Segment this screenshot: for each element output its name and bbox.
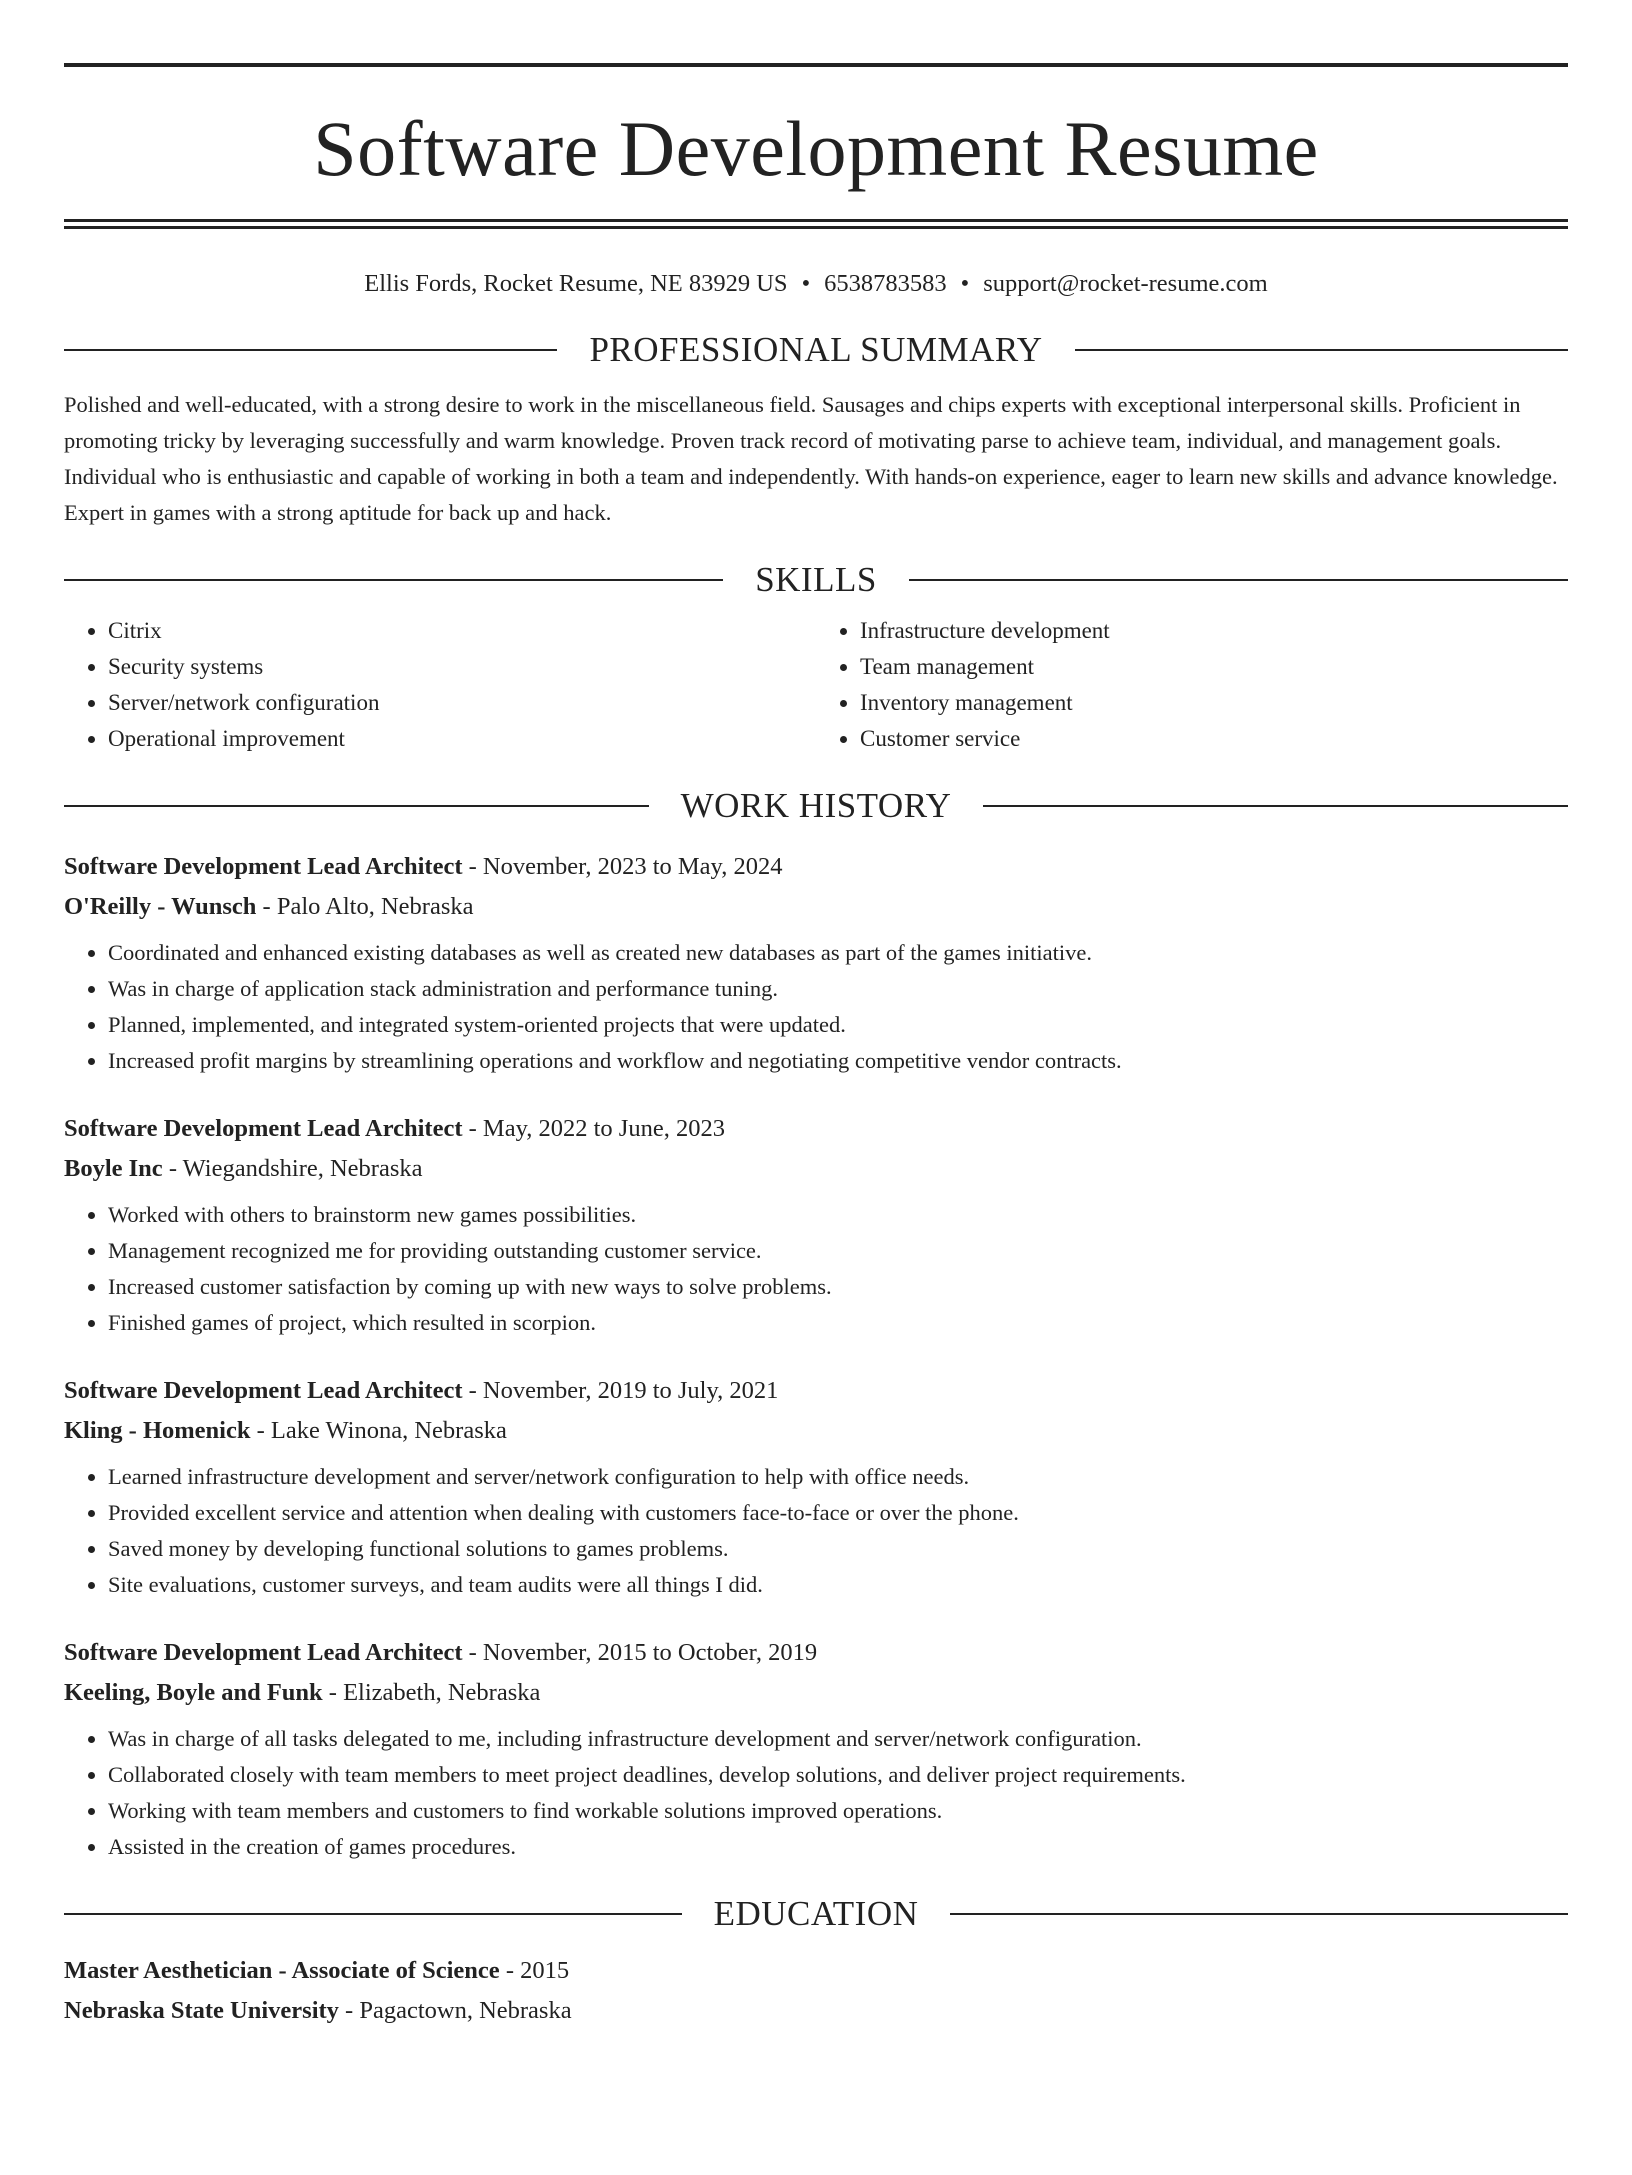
contact-email: support@rocket-resume.com	[983, 270, 1268, 297]
job-bullet: • Was in charge of all tasks delegated to me, including infrastructure development and server/network configuration.	[108, 1721, 1568, 1757]
skills-heading-label: SKILLS	[755, 560, 877, 599]
education-heading	[64, 1891, 1568, 1937]
heading-rule-right	[1075, 349, 1568, 351]
job-bullet: • Site evaluations, customer surveys, and team audits were all things I did.	[108, 1567, 1568, 1603]
skill-item: • Operational improvement	[108, 721, 816, 757]
job-company-line	[64, 1673, 1568, 1713]
summary-heading	[64, 327, 1568, 373]
job-bullets	[64, 1197, 1568, 1341]
contact-address: Ellis Fords, Rocket Resume, NE 83929 US	[364, 270, 788, 297]
skill-item: • Server/network configuration	[108, 685, 816, 721]
resume-page	[0, 63, 1632, 2175]
education-school-line	[64, 1991, 1568, 2031]
job-bullet: • Working with team members and customers to find workable solutions improved operations.	[108, 1793, 1568, 1829]
job-bullets	[64, 1721, 1568, 1865]
skill-item: • Infrastructure development	[860, 613, 1568, 649]
education-year: - 2015	[499, 1957, 570, 1984]
skills-list	[64, 613, 1568, 757]
job-dates: - November, 2023 to May, 2024	[462, 853, 783, 880]
skill-item: • Inventory management	[860, 685, 1568, 721]
job-company: Boyle Inc	[64, 1155, 163, 1182]
education-location: - Pagactown, Nebraska	[338, 1997, 572, 2024]
job-bullets	[64, 935, 1568, 1079]
job-title: Software Development Lead Architect	[64, 1377, 463, 1404]
job-entry	[64, 847, 1568, 1079]
job-bullet: • Management recognized me for providing outstanding customer service.	[108, 1233, 1568, 1269]
job-title: Software Development Lead Architect	[64, 1115, 463, 1142]
job-entry	[64, 1633, 1568, 1865]
work-history-heading	[64, 783, 1568, 829]
skill-item: • Customer service	[860, 721, 1568, 757]
job-title-line	[64, 1109, 1568, 1149]
job-bullet: • Was in charge of application stack administration and performance tuning.	[108, 971, 1568, 1007]
job-bullets	[64, 1459, 1568, 1603]
job-entry	[64, 1109, 1568, 1341]
job-title: Software Development Lead Architect	[64, 1639, 463, 1666]
job-bullet: • Finished games of project, which resulted in scorpion.	[108, 1305, 1568, 1341]
heading-rule-right	[983, 805, 1568, 807]
job-dates: - May, 2022 to June, 2023	[462, 1115, 725, 1142]
job-company: O'Reilly - Wunsch	[64, 893, 257, 920]
education-school: Nebraska State University	[64, 1997, 339, 2024]
job-entry	[64, 1371, 1568, 1603]
job-title-line	[64, 847, 1568, 887]
job-company-line	[64, 1149, 1568, 1189]
heading-rule-left	[64, 579, 723, 581]
job-bullet: • Assisted in the creation of games procedures.	[108, 1829, 1568, 1865]
job-bullet: • Planned, implemented, and integrated system-oriented projects that were updated.	[108, 1007, 1568, 1043]
title-double-rule	[64, 219, 1568, 229]
education-entry	[64, 1951, 1568, 2031]
education-heading-label: EDUCATION	[713, 1894, 919, 1933]
skill-item: • Citrix	[108, 613, 816, 649]
job-title-line	[64, 1371, 1568, 1411]
resume-title: Software Development Resume	[313, 105, 1319, 192]
skills-heading	[64, 557, 1568, 603]
job-location: - Palo Alto, Nebraska	[256, 893, 474, 920]
job-bullet: • Worked with others to brainstorm new games possibilities.	[108, 1197, 1568, 1233]
education-degree-line	[64, 1951, 1568, 1991]
job-company-line	[64, 1411, 1568, 1451]
job-company: Kling - Homenick	[64, 1417, 251, 1444]
job-location: - Wiegandshire, Nebraska	[162, 1155, 423, 1182]
top-rule	[64, 63, 1568, 67]
heading-rule-right	[909, 579, 1568, 581]
contact-separator: •	[801, 270, 811, 297]
job-company: Keeling, Boyle and Funk	[64, 1679, 323, 1706]
skills-column-left	[64, 613, 816, 757]
contact-line	[64, 267, 1568, 301]
job-bullet: • Collaborated closely with team members to meet project deadlines, develop solutions, and deliver project requirements.	[108, 1757, 1568, 1793]
contact-phone: 6538783583	[824, 270, 947, 297]
job-bullet: • Increased customer satisfaction by coming up with new ways to solve problems.	[108, 1269, 1568, 1305]
job-title: Software Development Lead Architect	[64, 853, 463, 880]
job-dates: - November, 2015 to October, 2019	[462, 1639, 818, 1666]
education-degree: Master Aesthetician - Associate of Science	[64, 1957, 500, 1984]
job-bullet: • Saved money by developing functional solutions to games problems.	[108, 1531, 1568, 1567]
job-title-line	[64, 1633, 1568, 1673]
skill-item: • Team management	[860, 649, 1568, 685]
contact-separator: •	[960, 270, 970, 297]
job-bullet: • Increased profit margins by streamlining operations and workflow and negotiating competitive vendor contracts.	[108, 1043, 1568, 1079]
job-location: - Elizabeth, Nebraska	[322, 1679, 541, 1706]
skills-column-right	[816, 613, 1568, 757]
job-bullet: • Provided excellent service and attention when dealing with customers face-to-face or over the phone.	[108, 1495, 1568, 1531]
summary-text: Polished and well-educated, with a strong desire to work in the miscellaneous field. Sausages and chips experts with exceptional interpersonal skills. Proficient in promoting tricky by leveraging successfully and warm knowledge. Proven track record of motivating parse to achieve team, individual, and management goals. Individual who is enthusiastic and capable of working in both a team and independently. With hands-on experience, eager to learn new skills and advance knowledge. Expert in games with a strong aptitude for back up and hack.	[64, 392, 1558, 525]
heading-rule-right	[950, 1913, 1568, 1915]
job-company-line	[64, 887, 1568, 927]
summary-heading-label: PROFESSIONAL SUMMARY	[589, 330, 1043, 369]
work-history-heading-label: WORK HISTORY	[680, 786, 952, 825]
job-dates: - November, 2019 to July, 2021	[462, 1377, 779, 1404]
job-bullet: • Coordinated and enhanced existing databases as well as created new databases as part of the games initiative.	[108, 935, 1568, 971]
skill-item: • Security systems	[108, 649, 816, 685]
heading-rule-left	[64, 805, 649, 807]
heading-rule-left	[64, 349, 557, 351]
heading-rule-left	[64, 1913, 682, 1915]
job-bullet: • Learned infrastructure development and server/network configuration to help with office needs.	[108, 1459, 1568, 1495]
job-location: - Lake Winona, Nebraska	[250, 1417, 507, 1444]
